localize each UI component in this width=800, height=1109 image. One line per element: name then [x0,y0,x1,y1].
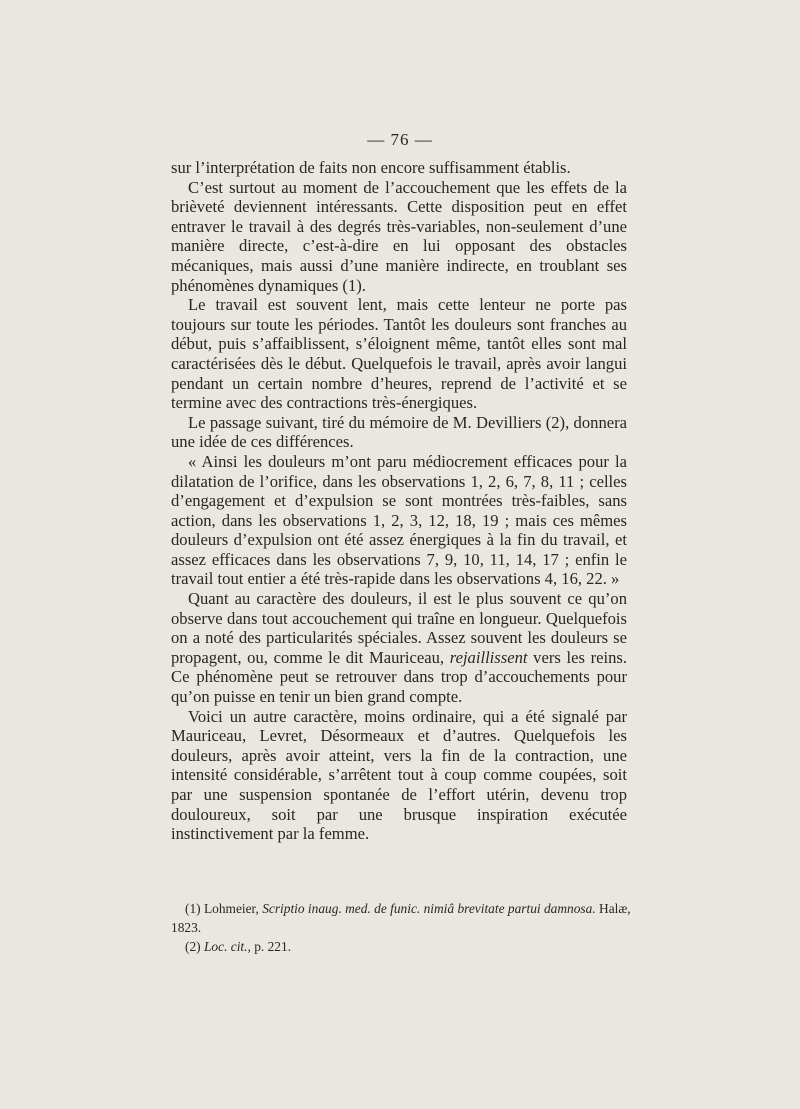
footnote-1-title: Scriptio inaug. med. de funic. nimiâ brevitate partui damnosa. [262,901,596,916]
footnote-1-place: Halæ, 1823. [171,901,631,935]
body-text [171,158,627,844]
paragraph-continuation: sur l’interprétation de faits non encore suffisamment établis. [171,158,571,177]
paragraph-text: Quant au caractère des douleurs, il est le plus souvent ce qu’on observe dans tout accouchement qui traîne en longueur. Quelquefois on a noté des particularités spéciales. Assez souvent les douleurs se propagent, ou, comme le dit Mauriceau, [171,589,627,667]
footnote-1 [171,899,631,937]
paragraph: Voici un autre caractère, moins ordinaire, qui a été signalé par Mauriceau, Levret, Désormeaux et d’autres. Quelquefois les douleurs, après avoir atteint, vers la fin de la contraction, une intensité considérable, s’arrêtent tout à coup comme coupées, soit par une suspension spontanée de l’effort utérin, devenu trop douloureux, soit par une brusque inspiration exécutée instinctivement par la femme. [171,706,627,844]
quotation-paragraph: « Ainsi les douleurs m’ont paru médiocrement efficaces pour la dilatation de l’orifice, dans les observations 1, 2, 6, 7, 8, 11 ; celles d’engagement et d’expulsion se sont montrées très-faibles, sans action, dans les observations 1, 2, 3, 12, 18, 19 ; mais ces mêmes douleurs d’expulsion ont été assez énergiques à la fin du travail, et assez efficaces dans les observations 7, 9, 10, 11, 14, 17 ; enfin le travail tout entier a été très-rapide dans les observations 4, 16, 22. » [171,451,627,589]
footnote-2 [171,937,631,956]
footnotes [171,899,631,956]
paragraph: Le travail est souvent lent, mais cette lenteur ne porte pas toujours sur toute les périodes. Tantôt les douleurs sont franches au début, puis s’affaiblissent, s’éloignent même, tantôt elles sont mal caractérisées dès le début. Quelquefois le travail, après avoir langui pendant un certain nombre d’heures, reprend de l’activité et se termine avec des contractions très-énergiques. [171,295,627,413]
footnote-1-marker: (1) Lohmeier, [185,901,259,916]
paragraph: Le passage suivant, tiré du mémoire de M. Devilliers (2), donnera une idée de ces différences. [171,412,627,452]
footnote-2-page: p. 221. [254,939,292,954]
footnote-2-ref: Loc. cit., [203,939,251,954]
paragraph-text: vers les reins. Ce phénomène peut se retrouver dans trop d’accouchements pour qu’on puisse en tenir un bien grand compte. [171,647,628,707]
page-number: — 76 — [367,130,433,149]
italic-term: rejaillissent [449,647,528,667]
paragraph: C’est surtout au moment de l’accouchement que les effets de la brièveté deviennent intéressants. Cette disposition peut en effet entraver le travail à des degrés très-variables, non-seulement d’une manière directe, c’est-à-dire en lui opposant des obstacles mécaniques, mais aussi d’une manière indirecte, en troublant ses phénomènes dynamiques (1). [171,177,627,295]
paragraph [171,589,627,707]
footnote-2-marker: (2) [185,939,201,954]
